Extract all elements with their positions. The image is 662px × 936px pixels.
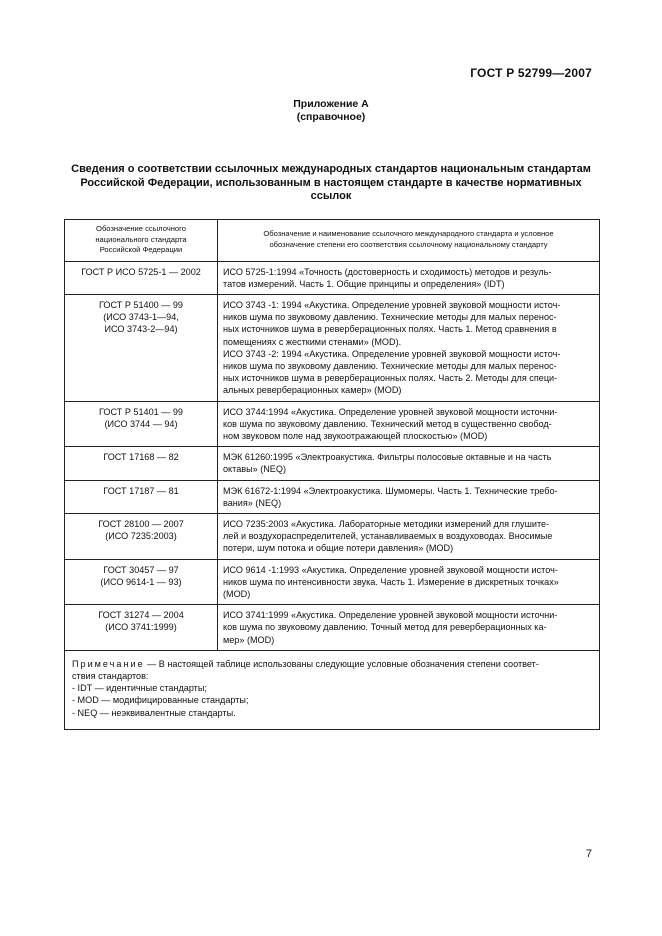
note-text: — В настоящей таблице использованы следующие условные обозначения степени соответ- bbox=[147, 658, 539, 669]
cell-text: ГОСТ 28100 — 2007 bbox=[98, 518, 184, 529]
cell-text: ИСО 3741:1999 «Акустика. Определение уровней звуковой мощности источни- bbox=[223, 610, 558, 621]
cell-text: ков шума по звуковому давлению. Точный метод для реверберационных ка- bbox=[223, 622, 547, 633]
national-standard-cell bbox=[65, 401, 218, 447]
note-first-line bbox=[72, 658, 592, 670]
cell-text: (ИСО 3741:1999) bbox=[105, 622, 177, 633]
annex-heading bbox=[0, 98, 662, 124]
note-item: - IDT — идентичные стандарты; bbox=[72, 683, 207, 694]
international-standard-cell bbox=[218, 401, 600, 447]
cell-text: ных источников шума в реверберационных полях. Часть 1. Метод сравнения в bbox=[223, 324, 557, 335]
table-note-row bbox=[65, 650, 600, 729]
table-row bbox=[65, 294, 600, 401]
cell-text: (ИСО 3744 — 94) bbox=[104, 418, 178, 429]
reference-table bbox=[64, 219, 600, 730]
cell-text: ГОСТ 30457 — 97 bbox=[103, 564, 179, 575]
international-standard-cell bbox=[218, 447, 600, 480]
table-row bbox=[65, 261, 600, 294]
national-standard-cell bbox=[65, 513, 218, 559]
cell-text: ИСО 5725-1:1994 «Точность (достоверность и сходимость) методов и резуль- bbox=[223, 266, 552, 277]
table-title bbox=[66, 163, 596, 204]
cell-text: (MOD) bbox=[223, 588, 251, 599]
cell-text: ГОСТ 31274 — 2004 bbox=[98, 610, 184, 621]
header-text: Российской Федерации bbox=[99, 245, 183, 254]
header-text: национального стандарта bbox=[95, 234, 187, 244]
cell-text: ГОСТ Р 51401 — 99 bbox=[99, 406, 183, 417]
annex-title: Приложение А bbox=[293, 98, 369, 110]
cell-text: ИСО 7235:2003 «Акустика. Лабораторные методики измерений для глушите- bbox=[223, 518, 550, 529]
cell-text: ников шума по звуковому давлению. Технические методы для малых перенос- bbox=[223, 312, 557, 323]
national-standard-cell bbox=[65, 559, 218, 605]
table-title-line-1: Сведения о соответствии ссылочных международных стандартов национальным стандартам bbox=[71, 163, 591, 175]
document-code: ГОСТ Р 52799—2007 bbox=[470, 66, 592, 80]
cell-text: октавы» (NEQ) bbox=[223, 464, 286, 475]
header-text: Обозначение ссылочного bbox=[96, 224, 186, 233]
national-standard-cell bbox=[65, 261, 218, 294]
table-row bbox=[65, 559, 600, 605]
cell-text: ИСО 3743 -2: 1994 «Акустика. Определение уровней звуковой мощности источ- bbox=[223, 348, 561, 359]
table-title-line-2: Российской Федерации, использованным в настоящем стандарте в качестве нормативных bbox=[80, 176, 582, 189]
cell-text: (ИСО 9614-1 — 93) bbox=[100, 576, 182, 587]
national-standard-cell bbox=[65, 447, 218, 480]
cell-text: ГОСТ 17168 — 82 bbox=[103, 452, 179, 463]
cell-text: (ИСО 7235:2003) bbox=[105, 531, 177, 542]
page-number: 7 bbox=[585, 848, 592, 860]
cell-text: татов измерений. Часть 1. Общие принципы и определения» (IDT) bbox=[223, 278, 505, 289]
cell-text: лей и воздухораспределителей, устанавливаемых в воздуховодах. Вносимые bbox=[223, 531, 553, 542]
table-row bbox=[65, 513, 600, 559]
header-text: обозначение степени его соответствия ссылочному национальному стандарту bbox=[269, 239, 548, 249]
table-note bbox=[65, 650, 600, 729]
table-row bbox=[65, 480, 600, 513]
cell-text: ных источников шума в реверберационных полях. Часть 2. Методы для специ- bbox=[223, 373, 558, 384]
national-standard-cell bbox=[65, 605, 218, 651]
note-item: - MOD — модифицированные стандарты; bbox=[72, 695, 249, 706]
header-international-standard bbox=[218, 220, 600, 262]
table-row bbox=[65, 447, 600, 480]
cell-text: ников шума по звуковому давлению. Технические методы для малых перенос- bbox=[223, 360, 557, 371]
cell-text: ИСО 3744:1994 «Акустика. Определение уровней звуковой мощности источни- bbox=[223, 406, 558, 417]
international-standard-cell bbox=[218, 261, 600, 294]
international-standard-cell bbox=[218, 513, 600, 559]
cell-text: вания» (NEQ) bbox=[223, 497, 282, 508]
cell-text: ном звуковом поле над звукоотражающей плоскостью» (MOD) bbox=[223, 430, 488, 441]
annex-subtitle: (справочное) bbox=[296, 111, 366, 123]
header-text: Обозначение и наименование ссылочного международного стандарта и условное bbox=[263, 229, 554, 239]
national-standard-cell bbox=[65, 480, 218, 513]
cell-text: ИСО 3743-2—94) bbox=[104, 324, 178, 335]
note-label: Примечание bbox=[72, 658, 145, 669]
table-title-line-3: ссылок bbox=[310, 190, 352, 202]
cell-text: ИСО 9614 -1:1993 «Акустика. Определение уровней звуковой мощности источ- bbox=[223, 564, 558, 575]
international-standard-cell bbox=[218, 559, 600, 605]
table-row bbox=[65, 401, 600, 447]
international-standard-cell bbox=[218, 294, 600, 401]
international-standard-cell bbox=[218, 605, 600, 651]
cell-text: МЭК 61672-1:1994 «Электроакустика. Шумомеры. Часть 1. Технические требо- bbox=[223, 485, 558, 496]
international-standard-cell bbox=[218, 480, 600, 513]
cell-text: ИСО 3743 -1: 1994 «Акустика. Определение уровней звуковой мощности источ- bbox=[223, 299, 561, 310]
note-item: - NEQ — неэквивалентные стандарты. bbox=[72, 707, 236, 718]
cell-text: МЭК 61260:1995 «Электроакустика. Фильтры полосовые октавные и на часть bbox=[223, 452, 552, 463]
cell-text: ГОСТ 17187 — 81 bbox=[103, 485, 179, 496]
cell-text: ков шума по звуковому давлению. Технический метод в существенно свобод- bbox=[223, 418, 552, 429]
cell-text: (ИСО 3743-1—94, bbox=[103, 312, 179, 323]
table-header-row bbox=[65, 220, 600, 262]
cell-text: ников шума по интенсивности звука. Часть 1. Измерение в дискретных точках» bbox=[223, 576, 559, 587]
table-row bbox=[65, 605, 600, 651]
note-text: ствия стандартов: bbox=[72, 670, 149, 681]
cell-text: ГОСТ Р ИСО 5725-1 — 2002 bbox=[81, 266, 201, 277]
cell-text: потери, шум потока и общие потери давления» (MOD) bbox=[223, 543, 454, 554]
cell-text: мер» (MOD) bbox=[223, 634, 275, 645]
cell-text: ГОСТ Р 51400 — 99 bbox=[99, 299, 183, 310]
national-standard-cell bbox=[65, 294, 218, 401]
header-national-standard bbox=[65, 220, 218, 262]
cell-text: помещениях с жесткими стенами» (MOD). bbox=[223, 336, 402, 347]
cell-text: альных реверберационных камер» (MOD) bbox=[223, 385, 402, 396]
